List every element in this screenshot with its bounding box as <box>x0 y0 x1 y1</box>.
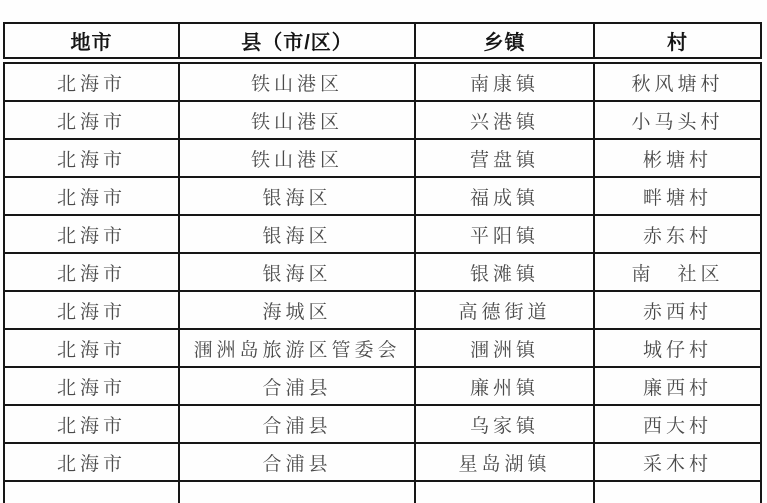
table-row <box>4 101 761 139</box>
table-row <box>4 215 761 253</box>
table-cell: 星岛湖镇 <box>415 443 594 481</box>
table-cell: 平阳镇 <box>415 215 594 253</box>
table-row <box>4 405 761 443</box>
table-cell: 乌家镇 <box>415 405 594 443</box>
table-cell: 海城区 <box>179 291 415 329</box>
table-cell: 兴港镇 <box>415 101 594 139</box>
table-row-cutoff <box>4 481 761 503</box>
table-cell: 铁山港区 <box>179 61 415 102</box>
table-row <box>4 367 761 405</box>
column-header-township: 乡镇 <box>415 23 594 61</box>
table-body-cutoff <box>4 481 761 503</box>
table-cell: 合浦县 <box>179 367 415 405</box>
table-cell <box>179 481 415 503</box>
table-cell: 北海市 <box>4 367 179 405</box>
table-cell: 北海市 <box>4 291 179 329</box>
table-cell: 福成镇 <box>415 177 594 215</box>
table-cell: 小马头村 <box>594 101 761 139</box>
table-row <box>4 139 761 177</box>
table-cell: 银海区 <box>179 215 415 253</box>
table-cell: 铁山港区 <box>179 101 415 139</box>
table-cell: 北海市 <box>4 101 179 139</box>
table-cell <box>4 481 179 503</box>
table-cell: 彬塘村 <box>594 139 761 177</box>
table-cell: 北海市 <box>4 329 179 367</box>
table-cell: 西大村 <box>594 405 761 443</box>
table-cell: 北海市 <box>4 177 179 215</box>
table-cell: 城仔村 <box>594 329 761 367</box>
table-cell: 北海市 <box>4 405 179 443</box>
region-table <box>3 22 762 503</box>
table-cell: 合浦县 <box>179 443 415 481</box>
table-cell: 涠洲岛旅游区管委会 <box>179 329 415 367</box>
table-cell: 北海市 <box>4 139 179 177</box>
column-header-county: 县（市/区） <box>179 23 415 61</box>
table-cell: 营盘镇 <box>415 139 594 177</box>
table-cell: 畔塘村 <box>594 177 761 215</box>
table-cell: 高德街道 <box>415 291 594 329</box>
table-cell: 北海市 <box>4 443 179 481</box>
table-row <box>4 253 761 291</box>
table-cell: 铁山港区 <box>179 139 415 177</box>
table-cell: 银海区 <box>179 177 415 215</box>
table-row <box>4 61 761 102</box>
table-cell: 赤东村 <box>594 215 761 253</box>
column-header-village: 村 <box>594 23 761 61</box>
table-cell: 秋风塘村 <box>594 61 761 102</box>
table-cell: 合浦县 <box>179 405 415 443</box>
table-cell: 北海市 <box>4 61 179 102</box>
table-cell: 廉州镇 <box>415 367 594 405</box>
table-cell: 南 社区 <box>594 253 761 291</box>
table-cell: 赤西村 <box>594 291 761 329</box>
table-row <box>4 443 761 481</box>
table-cell: 银滩镇 <box>415 253 594 291</box>
table-row <box>4 329 761 367</box>
table-header <box>4 23 761 61</box>
table-row <box>4 177 761 215</box>
header-row <box>4 23 761 61</box>
table-cell <box>415 481 594 503</box>
table-cell: 廉西村 <box>594 367 761 405</box>
table-body <box>4 61 761 482</box>
column-header-city: 地市 <box>4 23 179 61</box>
table-cell <box>594 481 761 503</box>
table-row <box>4 291 761 329</box>
table-cell: 银海区 <box>179 253 415 291</box>
table-cell: 北海市 <box>4 215 179 253</box>
table-cell: 南康镇 <box>415 61 594 102</box>
table-cell: 北海市 <box>4 253 179 291</box>
table-cell: 采木村 <box>594 443 761 481</box>
table-cell: 涠洲镇 <box>415 329 594 367</box>
